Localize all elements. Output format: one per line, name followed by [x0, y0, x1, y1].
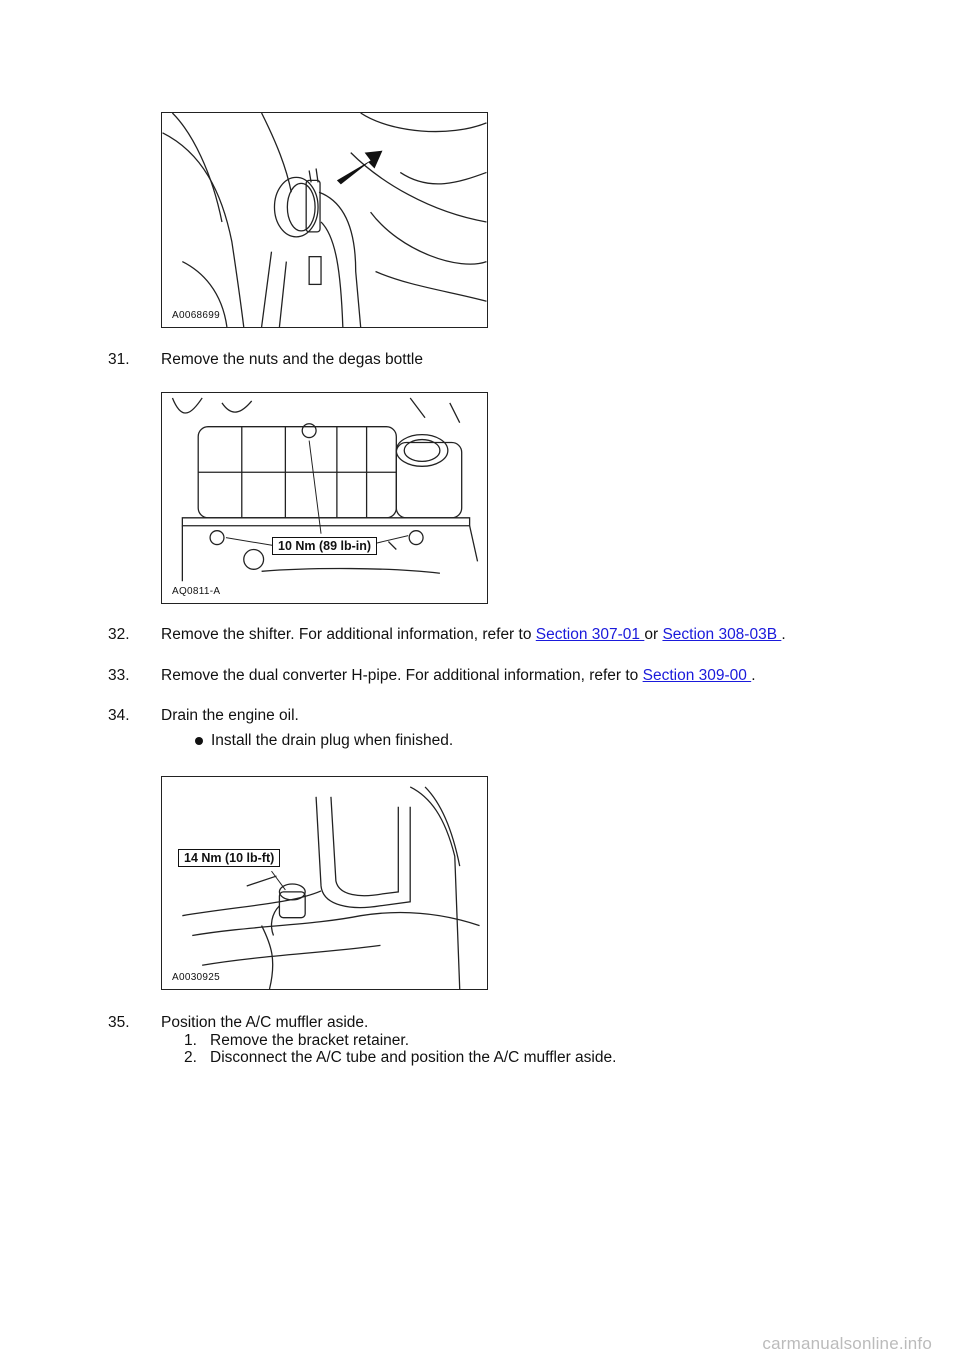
figure-id: A0030925: [172, 972, 221, 983]
figure-degas-bottle: [161, 392, 488, 604]
substep-number: 2.: [184, 1049, 197, 1066]
link-section-307-01[interactable]: Section 307-01: [535, 626, 645, 643]
step-text-post: .: [781, 626, 786, 643]
hose-clamp-illustration: [162, 113, 487, 327]
link-section-309-00[interactable]: Section 309-00: [642, 667, 752, 684]
bullet-text: Install the drain plug when finished.: [211, 732, 454, 749]
step-number: 31.: [108, 351, 130, 368]
torque-callout: 10 Nm (89 lb-in): [272, 537, 377, 555]
step-text-post: .: [751, 667, 756, 684]
figure-id: AQ0811-A: [172, 586, 221, 597]
figure-id: A0068699: [172, 310, 221, 321]
substep-1: [184, 1032, 410, 1050]
drain-plug-illustration: [162, 777, 487, 989]
step-number: 34.: [108, 707, 130, 724]
figure-hose-clamp: [161, 112, 488, 328]
step-text-pre: Remove the shifter. For additional information, refer to: [161, 626, 536, 643]
substep-text: Disconnect the A/C tube and position the A/C muffler aside.: [210, 1049, 617, 1066]
substep-2: [184, 1049, 617, 1067]
watermark: carmanualsonline.info: [762, 1334, 932, 1353]
step-text: [161, 626, 786, 644]
step-text: Drain the engine oil.: [161, 707, 299, 724]
substep-text: Remove the bracket retainer.: [210, 1032, 410, 1049]
link-section-308-03b[interactable]: Section 308-03B: [662, 626, 782, 643]
substep-number: 1.: [184, 1032, 197, 1049]
step-text-pre: Remove the dual converter H-pipe. For additional information, refer to: [161, 667, 643, 684]
step-text: Remove the nuts and the degas bottle: [161, 351, 423, 368]
step-number: 32.: [108, 626, 130, 643]
step-number: 35.: [108, 1014, 130, 1031]
degas-bottle-illustration: [162, 393, 487, 603]
step-number: 33.: [108, 667, 130, 684]
arrow-indicator: [337, 151, 383, 185]
torque-callout: 14 Nm (10 lb-ft): [178, 849, 280, 867]
step-text: Position the A/C muffler aside.: [161, 1014, 369, 1031]
step-text-mid: or: [644, 626, 663, 643]
bullet-icon: [195, 737, 203, 745]
figure-drain-plug: [161, 776, 488, 990]
step-text: [161, 667, 756, 685]
